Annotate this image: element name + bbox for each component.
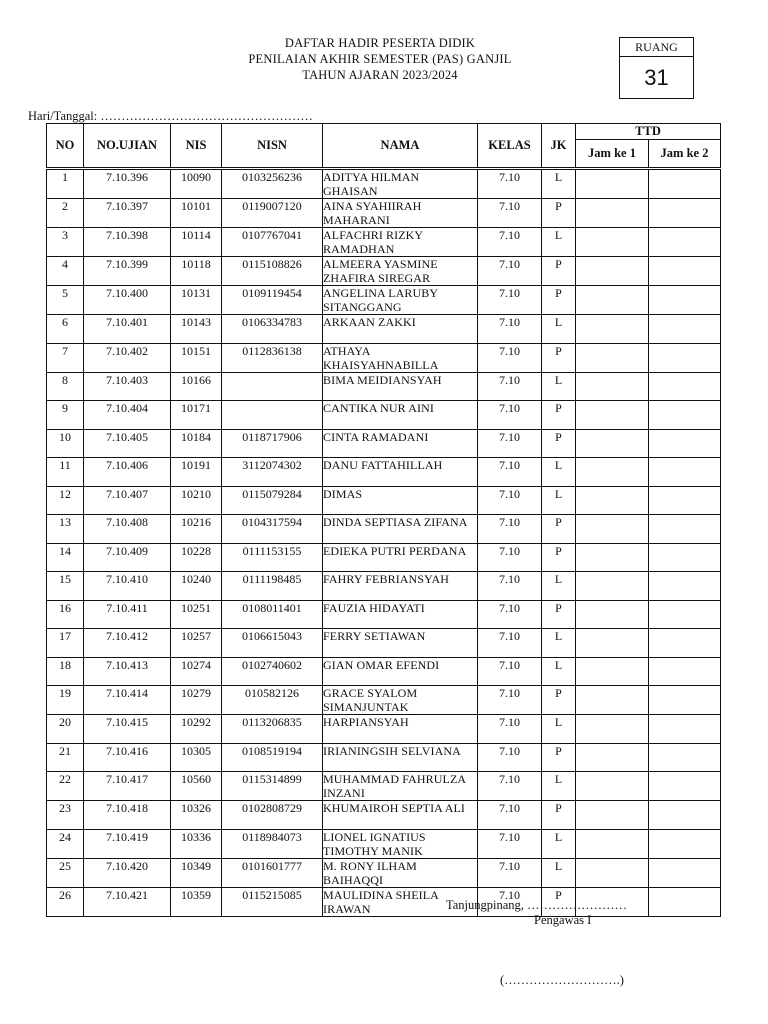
cell-nisn: 0118984073	[222, 829, 323, 858]
room-number: 31	[644, 65, 669, 90]
cell-nisn: 0115108826	[222, 257, 323, 286]
cell-no: 7	[47, 343, 84, 372]
cell-ttd-jam-2	[649, 486, 721, 515]
cell-nis: 10326	[171, 801, 222, 830]
col-header-jk: JK	[542, 124, 576, 169]
table-row	[47, 686, 721, 715]
cell-kelas: 7.10	[478, 657, 542, 686]
cell-no-ujian: 7.10.396	[84, 169, 171, 199]
cell-no: 11	[47, 458, 84, 487]
cell-jk: P	[542, 515, 576, 544]
cell-no-ujian: 7.10.417	[84, 772, 171, 801]
cell-jk: P	[542, 401, 576, 430]
cell-jk: L	[542, 315, 576, 344]
cell-nama: MAULIDINA SHEILA IRAWAN	[323, 887, 478, 916]
cell-jk: L	[542, 486, 576, 515]
cell-ttd-jam-1	[576, 801, 649, 830]
cell-nis: 10560	[171, 772, 222, 801]
cell-no: 15	[47, 572, 84, 601]
cell-nisn: 0102808729	[222, 801, 323, 830]
cell-jk: P	[542, 286, 576, 315]
day-date-field: Hari/Tanggal: ……………………………………………	[28, 109, 313, 123]
cell-ttd-jam-1	[576, 572, 649, 601]
cell-nisn: 0111153155	[222, 543, 323, 572]
cell-nama: ADITYA HILMAN GHAISAN	[323, 169, 478, 199]
cell-nama: M. RONY ILHAM BAIHAQQI	[323, 858, 478, 887]
cell-no-ujian: 7.10.402	[84, 343, 171, 372]
cell-ttd-jam-1	[576, 372, 649, 401]
cell-jk: P	[542, 686, 576, 715]
cell-no-ujian: 7.10.421	[84, 887, 171, 916]
col-header-nama: NAMA	[323, 124, 478, 169]
cell-nama: KHUMAIROH SEPTIA ALI	[323, 801, 478, 830]
cell-nis: 10191	[171, 458, 222, 487]
cell-jk: P	[542, 600, 576, 629]
cell-ttd-jam-2	[649, 657, 721, 686]
cell-kelas: 7.10	[478, 401, 542, 430]
cell-kelas: 7.10	[478, 829, 542, 858]
cell-kelas: 7.10	[478, 801, 542, 830]
cell-kelas: 7.10	[478, 486, 542, 515]
cell-ttd-jam-1	[576, 401, 649, 430]
cell-ttd-jam-1	[576, 600, 649, 629]
cell-ttd-jam-1	[576, 257, 649, 286]
table-row	[47, 572, 721, 601]
cell-ttd-jam-2	[649, 600, 721, 629]
cell-kelas: 7.10	[478, 199, 542, 228]
cell-jk: L	[542, 858, 576, 887]
cell-nama: GRACE SYALOM SIMANJUNTAK	[323, 686, 478, 715]
title-line-2: PENILAIAN AKHIR SEMESTER (PAS) GANJIL	[248, 52, 512, 66]
cell-nisn: 0119007120	[222, 199, 323, 228]
cell-nis: 10305	[171, 743, 222, 772]
cell-nis: 10171	[171, 401, 222, 430]
cell-nisn: 0115079284	[222, 486, 323, 515]
cell-nama: GIAN OMAR EFENDI	[323, 657, 478, 686]
cell-kelas: 7.10	[478, 458, 542, 487]
cell-nama: IRIANINGSIH SELVIANA	[323, 743, 478, 772]
cell-kelas: 7.10	[478, 572, 542, 601]
cell-ttd-jam-2	[649, 372, 721, 401]
cell-nis: 10184	[171, 429, 222, 458]
cell-jk: P	[542, 257, 576, 286]
cell-nisn: 0104317594	[222, 515, 323, 544]
cell-nis: 10240	[171, 572, 222, 601]
cell-ttd-jam-1	[576, 772, 649, 801]
cell-jk: L	[542, 629, 576, 658]
cell-no: 3	[47, 228, 84, 257]
table-row	[47, 858, 721, 887]
cell-no-ujian: 7.10.415	[84, 715, 171, 744]
table-row	[47, 801, 721, 830]
cell-ttd-jam-2	[649, 543, 721, 572]
cell-ttd-jam-1	[576, 458, 649, 487]
col-header-kelas: KELAS	[478, 124, 542, 169]
cell-ttd-jam-1	[576, 286, 649, 315]
col-header-jam-1: Jam ke 1	[576, 140, 649, 169]
col-header-no-ujian: NO.UJIAN	[84, 124, 171, 169]
cell-ttd-jam-2	[649, 686, 721, 715]
table-row	[47, 257, 721, 286]
cell-nis: 10274	[171, 657, 222, 686]
cell-nis: 10151	[171, 343, 222, 372]
cell-nisn: 0107767041	[222, 228, 323, 257]
cell-nis: 10118	[171, 257, 222, 286]
signature-line: (……………………….)	[500, 973, 624, 987]
signature-role: Pengawas I	[534, 913, 592, 927]
table-row	[47, 401, 721, 430]
cell-ttd-jam-2	[649, 315, 721, 344]
cell-jk: P	[542, 199, 576, 228]
cell-jk: L	[542, 657, 576, 686]
cell-nama: MUHAMMAD FAHRULZA INZANI	[323, 772, 478, 801]
cell-kelas: 7.10	[478, 372, 542, 401]
cell-nisn: 0109119454	[222, 286, 323, 315]
cell-ttd-jam-1	[576, 315, 649, 344]
cell-nama: FAHRY FEBRIANSYAH	[323, 572, 478, 601]
cell-nama: DINDA SEPTIASA ZIFANA	[323, 515, 478, 544]
cell-nama: ATHAYA KHAISYAHNABILLA	[323, 343, 478, 372]
cell-kelas: 7.10	[478, 343, 542, 372]
cell-nisn: 0108011401	[222, 600, 323, 629]
cell-ttd-jam-2	[649, 829, 721, 858]
cell-ttd-jam-2	[649, 772, 721, 801]
cell-kelas: 7.10	[478, 543, 542, 572]
cell-no-ujian: 7.10.414	[84, 686, 171, 715]
cell-ttd-jam-2	[649, 858, 721, 887]
cell-ttd-jam-1	[576, 515, 649, 544]
cell-nis: 10143	[171, 315, 222, 344]
cell-no: 18	[47, 657, 84, 686]
cell-nis: 10359	[171, 887, 222, 916]
cell-ttd-jam-2	[649, 199, 721, 228]
room-label: RUANG	[620, 38, 693, 57]
cell-jk: P	[542, 887, 576, 916]
cell-kelas: 7.10	[478, 715, 542, 744]
cell-ttd-jam-1	[576, 199, 649, 228]
cell-kelas: 7.10	[478, 286, 542, 315]
cell-nisn: 0111198485	[222, 572, 323, 601]
cell-nisn	[222, 401, 323, 430]
table-row	[47, 715, 721, 744]
cell-ttd-jam-1	[576, 486, 649, 515]
table-row	[47, 486, 721, 515]
cell-nis: 10336	[171, 829, 222, 858]
cell-kelas: 7.10	[478, 743, 542, 772]
signature-place-date: Tanjungpinang, ……………………	[446, 898, 628, 912]
cell-ttd-jam-2	[649, 286, 721, 315]
cell-no: 14	[47, 543, 84, 572]
cell-ttd-jam-1	[576, 429, 649, 458]
cell-no: 6	[47, 315, 84, 344]
cell-no-ujian: 7.10.397	[84, 199, 171, 228]
cell-nis: 10210	[171, 486, 222, 515]
cell-kelas: 7.10	[478, 772, 542, 801]
cell-nisn: 0115314899	[222, 772, 323, 801]
cell-ttd-jam-2	[649, 715, 721, 744]
cell-no: 2	[47, 199, 84, 228]
cell-ttd-jam-1	[576, 543, 649, 572]
document-title	[180, 35, 580, 83]
cell-nisn: 0106615043	[222, 629, 323, 658]
table-row	[47, 543, 721, 572]
cell-kelas: 7.10	[478, 858, 542, 887]
cell-jk: L	[542, 572, 576, 601]
cell-nisn: 0101601777	[222, 858, 323, 887]
cell-no: 19	[47, 686, 84, 715]
cell-ttd-jam-2	[649, 169, 721, 199]
cell-ttd-jam-2	[649, 228, 721, 257]
cell-no: 20	[47, 715, 84, 744]
cell-no: 13	[47, 515, 84, 544]
cell-nama: FERRY SETIAWAN	[323, 629, 478, 658]
cell-ttd-jam-2	[649, 801, 721, 830]
cell-no: 12	[47, 486, 84, 515]
cell-kelas: 7.10	[478, 629, 542, 658]
cell-ttd-jam-2	[649, 401, 721, 430]
cell-kelas: 7.10	[478, 600, 542, 629]
table-row	[47, 372, 721, 401]
cell-no-ujian: 7.10.407	[84, 486, 171, 515]
cell-ttd-jam-1	[576, 629, 649, 658]
cell-nisn: 0103256236	[222, 169, 323, 199]
cell-no: 26	[47, 887, 84, 916]
cell-no-ujian: 7.10.412	[84, 629, 171, 658]
cell-nis: 10257	[171, 629, 222, 658]
cell-nisn: 010582126	[222, 686, 323, 715]
cell-jk: P	[542, 801, 576, 830]
table-body	[47, 169, 721, 917]
cell-ttd-jam-1	[576, 169, 649, 199]
cell-nis: 10349	[171, 858, 222, 887]
table-row	[47, 772, 721, 801]
title-line-1: DAFTAR HADIR PESERTA DIDIK	[284, 36, 476, 50]
cell-nisn: 0115215085	[222, 887, 323, 916]
cell-nama: ALFACHRI RIZKY RAMADHAN	[323, 228, 478, 257]
cell-nama: EDIEKA PUTRI PERDANA	[323, 543, 478, 572]
cell-no-ujian: 7.10.400	[84, 286, 171, 315]
cell-nama: FAUZIA HIDAYATI	[323, 600, 478, 629]
cell-no-ujian: 7.10.406	[84, 458, 171, 487]
cell-nama: DIMAS	[323, 486, 478, 515]
cell-ttd-jam-1	[576, 858, 649, 887]
table-row	[47, 600, 721, 629]
cell-nis: 10279	[171, 686, 222, 715]
cell-jk: L	[542, 372, 576, 401]
cell-nama: ARKAAN ZAKKI	[323, 315, 478, 344]
cell-jk: P	[542, 343, 576, 372]
table-row	[47, 343, 721, 372]
cell-ttd-jam-1	[576, 686, 649, 715]
cell-nisn	[222, 372, 323, 401]
cell-nis: 10292	[171, 715, 222, 744]
cell-jk: L	[542, 228, 576, 257]
table-row	[47, 228, 721, 257]
cell-nisn: 0118717906	[222, 429, 323, 458]
cell-nama: LIONEL IGNATIUS TIMOTHY MANIK	[323, 829, 478, 858]
cell-no: 23	[47, 801, 84, 830]
cell-ttd-jam-2	[649, 572, 721, 601]
cell-no-ujian: 7.10.413	[84, 657, 171, 686]
cell-jk: L	[542, 458, 576, 487]
cell-no: 21	[47, 743, 84, 772]
cell-no: 24	[47, 829, 84, 858]
cell-no: 4	[47, 257, 84, 286]
table-row	[47, 629, 721, 658]
table-row	[47, 315, 721, 344]
cell-no-ujian: 7.10.398	[84, 228, 171, 257]
table-row	[47, 743, 721, 772]
cell-nis: 10251	[171, 600, 222, 629]
cell-nis: 10228	[171, 543, 222, 572]
cell-kelas: 7.10	[478, 515, 542, 544]
cell-nisn: 0102740602	[222, 657, 323, 686]
cell-nisn: 0106334783	[222, 315, 323, 344]
cell-kelas: 7.10	[478, 169, 542, 199]
cell-nama: ANGELINA LARUBY SITANGGANG	[323, 286, 478, 315]
cell-nis: 10166	[171, 372, 222, 401]
table-row	[47, 657, 721, 686]
cell-ttd-jam-2	[649, 887, 721, 916]
cell-no-ujian: 7.10.420	[84, 858, 171, 887]
cell-ttd-jam-2	[649, 515, 721, 544]
cell-nis: 10114	[171, 228, 222, 257]
cell-ttd-jam-2	[649, 629, 721, 658]
cell-no-ujian: 7.10.401	[84, 315, 171, 344]
cell-jk: L	[542, 715, 576, 744]
cell-jk: P	[542, 429, 576, 458]
cell-ttd-jam-1	[576, 829, 649, 858]
cell-no: 16	[47, 600, 84, 629]
cell-no: 8	[47, 372, 84, 401]
col-header-no: NO	[47, 124, 84, 169]
cell-jk: L	[542, 829, 576, 858]
cell-nisn: 3112074302	[222, 458, 323, 487]
cell-nis: 10131	[171, 286, 222, 315]
title-line-3: TAHUN AJARAN 2023/2024	[302, 68, 458, 82]
col-header-ttd: TTD	[576, 124, 721, 140]
cell-ttd-jam-2	[649, 458, 721, 487]
cell-jk: L	[542, 169, 576, 199]
cell-jk: L	[542, 772, 576, 801]
cell-ttd-jam-1	[576, 228, 649, 257]
cell-ttd-jam-1	[576, 343, 649, 372]
cell-kelas: 7.10	[478, 887, 542, 916]
cell-jk: P	[542, 543, 576, 572]
cell-no-ujian: 7.10.403	[84, 372, 171, 401]
cell-jk: P	[542, 743, 576, 772]
cell-kelas: 7.10	[478, 429, 542, 458]
cell-no: 25	[47, 858, 84, 887]
cell-no-ujian: 7.10.418	[84, 801, 171, 830]
cell-no-ujian: 7.10.411	[84, 600, 171, 629]
cell-nisn: 0113206835	[222, 715, 323, 744]
cell-nama: CINTA RAMADANI	[323, 429, 478, 458]
cell-ttd-jam-2	[649, 257, 721, 286]
cell-ttd-jam-1	[576, 715, 649, 744]
col-header-nis: NIS	[171, 124, 222, 169]
cell-kelas: 7.10	[478, 228, 542, 257]
col-header-jam-2: Jam ke 2	[649, 140, 721, 169]
cell-kelas: 7.10	[478, 686, 542, 715]
cell-kelas: 7.10	[478, 257, 542, 286]
cell-kelas: 7.10	[478, 315, 542, 344]
cell-no-ujian: 7.10.410	[84, 572, 171, 601]
cell-no: 17	[47, 629, 84, 658]
attendance-table	[46, 123, 721, 917]
cell-nama: DANU FATTAHILLAH	[323, 458, 478, 487]
cell-ttd-jam-2	[649, 743, 721, 772]
col-header-nisn: NISN	[222, 124, 323, 169]
cell-nis: 10101	[171, 199, 222, 228]
table-row	[47, 829, 721, 858]
cell-ttd-jam-2	[649, 343, 721, 372]
cell-nisn: 0108519194	[222, 743, 323, 772]
cell-nis: 10216	[171, 515, 222, 544]
room-box	[619, 37, 694, 99]
table-row	[47, 286, 721, 315]
table-row	[47, 429, 721, 458]
cell-no-ujian: 7.10.416	[84, 743, 171, 772]
cell-no: 10	[47, 429, 84, 458]
cell-no: 5	[47, 286, 84, 315]
cell-no-ujian: 7.10.399	[84, 257, 171, 286]
cell-no-ujian: 7.10.404	[84, 401, 171, 430]
cell-no-ujian: 7.10.408	[84, 515, 171, 544]
cell-no: 1	[47, 169, 84, 199]
table-row	[47, 169, 721, 199]
table-row	[47, 199, 721, 228]
cell-no-ujian: 7.10.405	[84, 429, 171, 458]
cell-ttd-jam-2	[649, 429, 721, 458]
cell-nisn: 0112836138	[222, 343, 323, 372]
cell-nis: 10090	[171, 169, 222, 199]
cell-nama: AINA SYAHIIRAH MAHARANI	[323, 199, 478, 228]
cell-nama: BIMA MEIDIANSYAH	[323, 372, 478, 401]
cell-ttd-jam-1	[576, 657, 649, 686]
cell-nama: ALMEERA YASMINE ZHAFIRA SIREGAR	[323, 257, 478, 286]
cell-no-ujian: 7.10.419	[84, 829, 171, 858]
table-row	[47, 458, 721, 487]
cell-no: 22	[47, 772, 84, 801]
cell-nama: HARPIANSYAH	[323, 715, 478, 744]
cell-ttd-jam-1	[576, 743, 649, 772]
table-row	[47, 515, 721, 544]
cell-no-ujian: 7.10.409	[84, 543, 171, 572]
cell-no: 9	[47, 401, 84, 430]
cell-nama: CANTIKA NUR AINI	[323, 401, 478, 430]
